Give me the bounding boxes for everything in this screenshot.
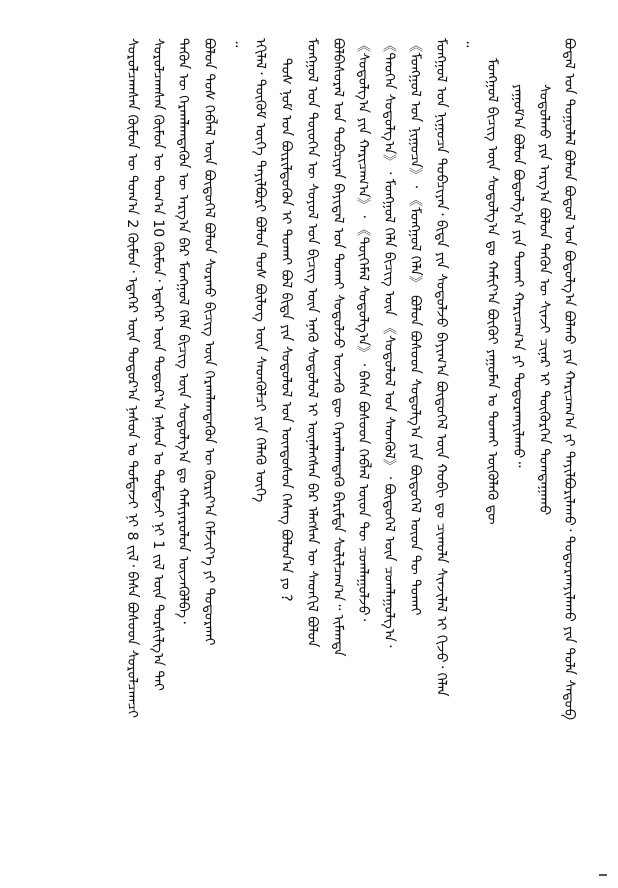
page-corner-mark — [599, 874, 607, 876]
text-line-content: ᠃ — [458, 38, 474, 48]
text-line — [224, 38, 250, 862]
text-line-content: 《ᠲᠡᠦᠬᠡᠨ ᠰᠤᠳᠤᠯᠭ᠎ᠠ》᠂ ᠮᠣᠩᠭᠣᠯ ᠬᠡᠯᠡ ᠪᠢᠴᠢᠭ ᠦᠨ 《ᠰᠤᠳᠤᠯᠤᠯ ᠤᠨ ᠰᠡᠳᠬᠦᠯ》᠂ ᠪᠦᠲᠦᠭᠡᠯ ᠦᠨ ᠴᠤᠭᠯᠠᠭᠤᠯᠭ᠎ᠠ᠂ — [381, 38, 397, 648]
text-line-content: ᠲᠡᠭᠦᠨ ᠦ ᠬᠡᠷᠡᠭ᠍ᠯᠡᠭ᠍ᠳᠡᠬᠦᠨ ᠦ ᠠᠷᠭ᠎ᠠ ᠪᠠᠷ ᠮᠣᠩᠭᠣᠯ ᠬᠡᠯᠡ ᠪᠢᠴᠢᠭ ᠦᠨ ᠰᠤᠳᠤᠯᠭ᠎ᠠ ᠳᠤ ᠬᠠᠮᠢᠶᠠᠷᠤᠯᠤᠨ ᠦᠵᠡᠭᠦᠯᠪᠡ᠂ — [175, 38, 191, 624]
text-line-content: ᠰᠤᠷᠤᠯᠴᠠᠭᠰᠠᠨ ᠬᠦᠮᠦᠨ ᠦ ᠲᠣᠭ᠎ᠠ 10 ᠬᠦᠮᠦᠨ᠂ ᠡᠳᠡᠭᠡᠷ ᠦᠨ ᠳᠣᠲᠣᠷ᠎ᠠ ᠨᠠᠰᠤᠨ ᠤ ᠳᠤᠮᠳᠠᠵᠢ ᠨᠢ 1 ᠵᠢᠯ ᠦᠨ ᠲᠤᠷᠰᠢᠯᠭ᠎ᠠ ᠲᠠᠶ — [150, 38, 166, 691]
mongolian-text-block — [44, 38, 584, 862]
text-line-content: ᠮᠣᠩᠭᠣᠯ ᠤᠨ ᠲᠦᠦᠬᠡᠨ ᠦ ᠰᠣᠶᠣᠯ ᠤᠨ ᠪᠢᠴᠢᠭ ᠦᠨ ᠡᠨᠡᠬᠦ ᠰᠤᠳᠤᠯᠤᠯ ᠢ ᠦᠨᠡᠯᠡᠭᠰᠡᠨ ᠪᠡᠷ ᠡᠯᠡᠭᠰᠡᠨ ᠦ ᠰᠡᠳᠬᠢᠯ ᠪᠣᠯᠤᠨ — [304, 38, 320, 648]
text-line — [430, 38, 456, 862]
text-line-content: ᠮᠣᠩᠭᠣᠯ ᠤᠨ ᠨᠢᠭᠤᠴᠠ ᠲᠣᠪᠴᠢᠶᠠᠨ᠂ ᠪᠢᠳᠡ ᠶᠢᠨ ᠰᠤᠳᠤᠯᠵᠤ ᠪᠠᠶᠢᠭ᠎ᠠ ᠪᠦᠲᠦᠭᠡᠯ ᠦᠨ ᠬᠤᠪᠢ ᠳᠤ ᠴᠢᠬᠤᠯᠠ ᠰᠢᠨᠵᠢᠯᠡᠯ ᠢ ᠬᠢᠵᠦ᠂ ᠬᠡᠯᠡᠨ — [433, 38, 449, 697]
text-line — [352, 38, 378, 862]
text-line-content: 《ᠰᠤᠳᠤᠯᠭ᠎ᠠ ᠶᠢᠨ ᠬᠠᠷᠢᠴᠠᠭ᠎ᠠ》᠂ 《ᠲᠦᠭᠡᠮᠡᠯ ᠰᠤᠳᠤᠯᠭ᠎ᠠ》᠂ ᠪᠠᠰᠠ ᠪᠤᠰᠤᠳ ᠬᠡᠪᠯᠡᠯ ᠦᠳ ᠲᠦ ᠴᠤᠭᠯᠠᠭᠤᠯᠵᠤ᠂ — [355, 38, 371, 622]
text-line — [558, 38, 584, 862]
text-line — [533, 38, 559, 862]
text-line — [455, 38, 481, 862]
text-line-content: ᠪᠤᠳᠠᠯ ᠤᠨ ᠳᠣᠭᠤᠯᠠᠯ ᠪᠣᠯᠤᠨ ᠪᠣᠳᠣᠯ ᠤᠨ ᠪᠣᠳᠣᠯᠭ᠎ᠠ ᠪᠣᠯᠬᠤ ᠶᠢᠨ ᠬᠠᠷᠢᠴᠠᠭ᠎ᠠ ᠶᠢ ᠲᠠᠶᠢᠯᠪᠤᠷᠢᠯᠠᠬᠤ᠂ ᠲᠣᠳᠣᠷᠬᠠᠶᠢᠯᠠᠬᠤ ᠶᠢᠨ ᠲᠤᠯᠠ ᠰᠡᠳᠦᠪ — [561, 38, 577, 720]
text-line — [172, 38, 198, 862]
text-line — [147, 38, 173, 862]
text-line — [404, 38, 430, 862]
text-line — [481, 38, 507, 862]
text-line-content: ᠪᠣᠯᠤᠨ ᠲᠤᠰ ᠬᠡᠪᠯᠡᠯ ᠦᠨ ᠪᠦᠲᠦᠭᠡᠯ ᠪᠣᠯᠤᠨ ᠰᠤᠷᠬᠤ ᠪᠢᠴᠢᠭ ᠦᠨ ᠬᠡᠷᠡᠭ᠍ᠯᠡᠭ᠍ᠳᠡᠬᠦᠨ ᠦ ᠬᠦᠷᠢᠶ᠎ᠠ ᠬᠡᠮᠵᠢᠶ᠎ᠡ ᠶᠢ ᠲᠣᠳᠣᠷᠬᠠᠶ — [201, 38, 217, 646]
text-line-content: ᠰᠤᠳᠤᠯᠬᠤ ᠶᠢᠨ ᠠᠷᠭ᠎ᠠ ᠪᠣᠯᠤᠨ ᠲᠡᠭᠦᠨ ᠦ ᠰᠢᠨᠵᠢ ᠴᠢᠨᠠᠷ ᠢ ᠳᠦᠭᠦᠷᠭᠡᠨ ᠲᠣᠭᠲᠠᠭᠠᠬᠤ — [536, 84, 552, 516]
text-line — [301, 38, 327, 862]
text-line-content: ᠮᠣᠩᠭᠣᠯ ᠪᠢᠴᠢᠭ ᠦᠨ ᠰᠤᠳᠤᠯᠭ᠎ᠠ ᠳᠤ ᠬᠠᠮᠢᠶ᠎ᠠ ᠪᠦᠬᠦᠢ ᠶᠠᠭᠤᠮᠠᠨ ᠤ ᠲᠤᠬᠠᠢ ᠦᠭᠦᠯᠡᠬᠦ ᠳᠦ — [484, 58, 500, 525]
text-line — [121, 38, 147, 862]
text-line — [249, 38, 275, 862]
text-line — [198, 38, 224, 862]
text-line — [275, 38, 301, 862]
text-line — [507, 38, 533, 862]
text-line-content: ᠃ — [227, 38, 243, 48]
text-line-content: ᠪᠣᠯᠪᠠᠰᠤᠷᠠᠯ ᠤᠨ ᠲᠣᠪᠴᠢᠶᠠᠨ ᠪᠠᠶᠢᠳᠠᠯ ᠤᠨ ᠲᠤᠬᠠᠢ ᠰᠤᠳᠤᠯᠵᠤ ᠦᠵᠡᠬᠦ ᠳᠦ ᠬᠡᠷᠡᠭ᠍ᠯᠡᠭ᠍ᠳᠡᠬᠦ ᠪᠠᠷᠢᠮᠲᠠ ᠰᠣᠯᠢᠯᠴᠠᠭ᠎ᠠ᠃ ᠢᠮᠠᠭᠲᠠ — [330, 38, 346, 657]
text-line-content: ᠡᠬᠢᠯᠡᠯ᠂ ᠳᠦᠬᠦᠮ ᠦᠭᠡ ᠲᠠᠶᠢᠯᠪᠤᠷᠢ ᠪᠣᠯᠤᠨ ᠲᠤᠰ ᠪᠦᠯᠦᠭ ᠦᠨ ᠰᠡᠳᠬᠦᠯᠴᠢ ᠶᠢᠨ ᠬᠡᠯᠡᠬᠦ ᠦᠭᠡ — [252, 38, 268, 503]
text-line — [327, 38, 353, 862]
text-line — [378, 38, 404, 862]
text-line-content: ᠰᠤᠷᠤᠯᠴᠠᠭᠰᠠᠨ ᠬᠦᠮᠦᠨ ᠦ ᠲᠣᠭ᠎ᠠ 2 ᠬᠦᠮᠦᠨ᠂ ᠡᠳᠡᠭᠡᠷ ᠦᠨ ᠳᠣᠲᠣᠷ᠎ᠠ ᠨᠠᠰᠤᠨ ᠤ ᠳᠤᠮᠳᠠᠵᠢ ᠨᠢ 8 ᠵᠢᠯ᠂ ᠪᠠᠰᠠ ᠪᠤᠰᠤᠳ ᠰᠤᠷᠤᠯᠴᠠᠭᠴᠢ — [124, 38, 140, 719]
text-line-content: ᠲᠤᠰ ᠨᠣᠮ ᠤᠨ ᠪᠦᠷᠢᠯᠳᠦᠭᠦᠨ ᠢ ᠲᠤᠬᠠᠢ ᠪᠤᠯ ᠪᠢᠳᠡ ᠶᠢᠨ ᠰᠤᠳᠤᠯᠤᠯ ᠤᠨ ᠦᠨᠳᠦᠰᠦᠨ ᠬᠡᠰᠡᠭ ᠪᠣᠯᠤᠨ᠎ᠠ ᠶᠤ ? — [278, 58, 294, 602]
text-line-content: 《ᠮᠣᠩᠭᠣᠯ ᠤᠨ ᠨᠢᠭᠤᠴᠠ》᠂ 《ᠮᠣᠩᠭᠣᠯ ᠬᠡᠯᠡ》 ᠪᠣᠯᠤᠨ ᠪᠤᠰᠤᠳ ᠰᠤᠳᠤᠯᠭ᠎ᠠ ᠶᠢᠨ ᠪᠦᠲᠦᠭᠡᠯ ᠦᠳ ᠲᠦ ᠲᠤᠬᠠᠶ — [407, 38, 423, 616]
text-line-content: ᠶᠠᠭᠤᠮ᠎ᠠ ᠪᠣᠯᠤᠨ ᠪᠣᠳᠣᠯᠭ᠎ᠠ ᠶᠢᠨ ᠲᠤᠬᠠᠢ ᠬᠠᠷᠢᠴᠠᠭ᠎ᠠ ᠶᠢ ᠲᠣᠳᠣᠷᠬᠠᠶᠢᠯᠠᠬᠤ᠃ — [510, 84, 526, 468]
